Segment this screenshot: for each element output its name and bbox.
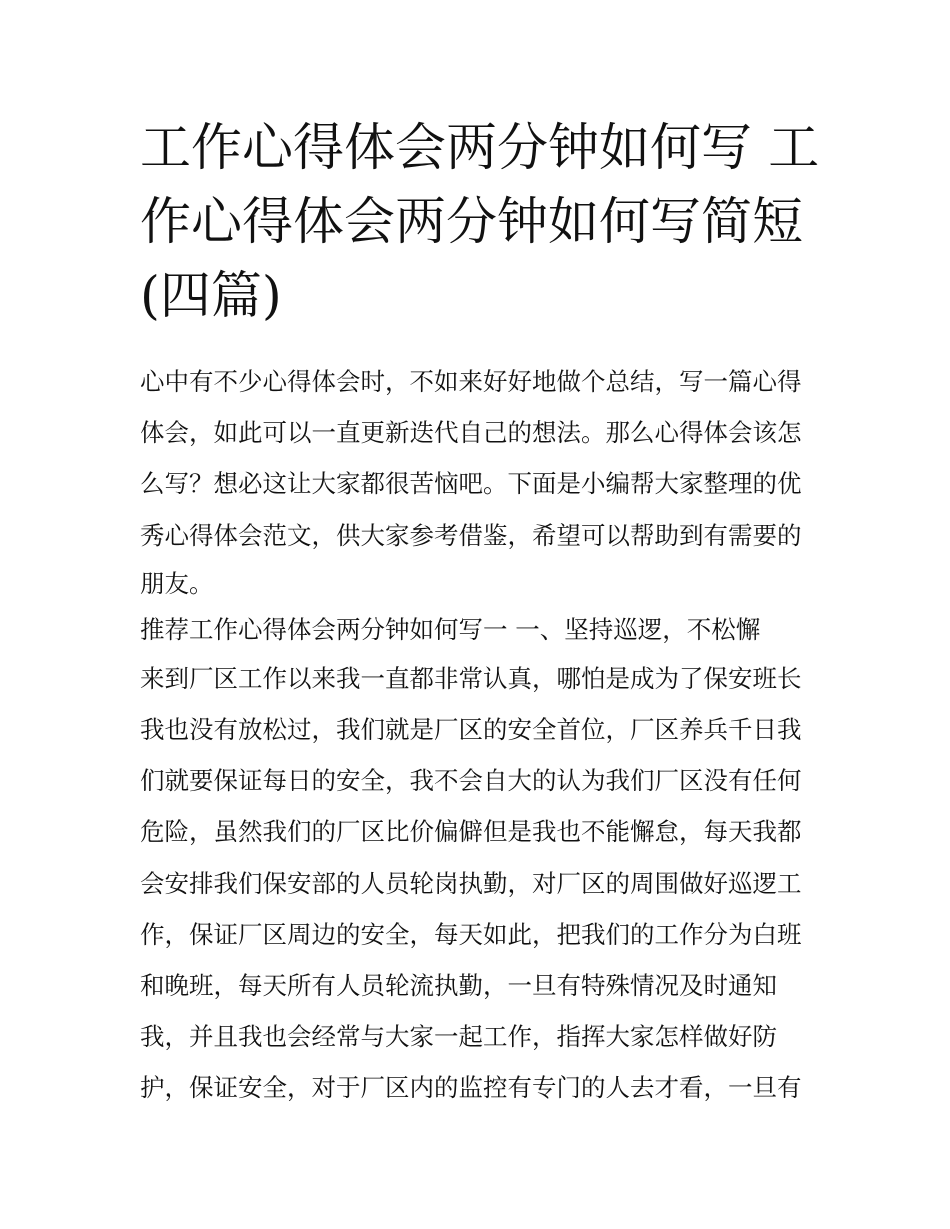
body-line: 和晚班，每天所有人员轮流执勤，一旦有特殊情况及时通知 (140, 970, 777, 1000)
body-line: 会安排我们保安部的人员轮岗执勤，对厂区的周围做好巡逻工 (140, 868, 802, 898)
body-line: 心中有不少心得体会时，不如来好好地做个总结，写一篇心得 (140, 367, 802, 396)
document-title (140, 112, 820, 334)
document-body (140, 356, 820, 1113)
body-line: 秀心得体会范文，供大家参考借鉴，希望可以帮助到有需要的 (140, 520, 802, 550)
body-line: 作，保证厂区周边的安全，每天如此，把我们的工作分为白班 (140, 919, 802, 949)
body-line: 们就要保证每日的安全，我不会自大的认为我们厂区没有任何 (140, 766, 802, 796)
title-line: 作心得体会两分钟如何写简短 (140, 193, 804, 252)
title-line: 工作心得体会两分钟如何写 工 (140, 119, 820, 178)
body-line: 么写？想必这让大家都很苦恼吧。下面是小编帮大家整理的优 (140, 469, 802, 499)
body-line: 护，保证安全，对于厂区内的监控有专门的人去才看，一旦有 (140, 1073, 802, 1103)
body-line: 我，并且我也会经常与大家一起工作，指挥大家怎样做好防 (140, 1022, 777, 1052)
body-line: 体会，如此可以一直更新迭代自己的想法。那么心得体会该怎 (140, 418, 802, 448)
body-line: 朋友。 (140, 568, 214, 598)
title-line: (四篇) (140, 267, 282, 326)
section-heading-line: 推荐工作心得体会两分钟如何写一 一、坚持巡逻，不松懈 (140, 614, 761, 644)
body-line: 我也没有放松过，我们就是厂区的安全首位，厂区养兵千日我 (140, 714, 802, 744)
body-line: 危险，虽然我们的厂区比价偏僻但是我也不能懈怠，每天我都 (140, 817, 802, 847)
body-line: 来到厂区工作以来我一直都非常认真，哪怕是成为了保安班长 (140, 663, 802, 693)
